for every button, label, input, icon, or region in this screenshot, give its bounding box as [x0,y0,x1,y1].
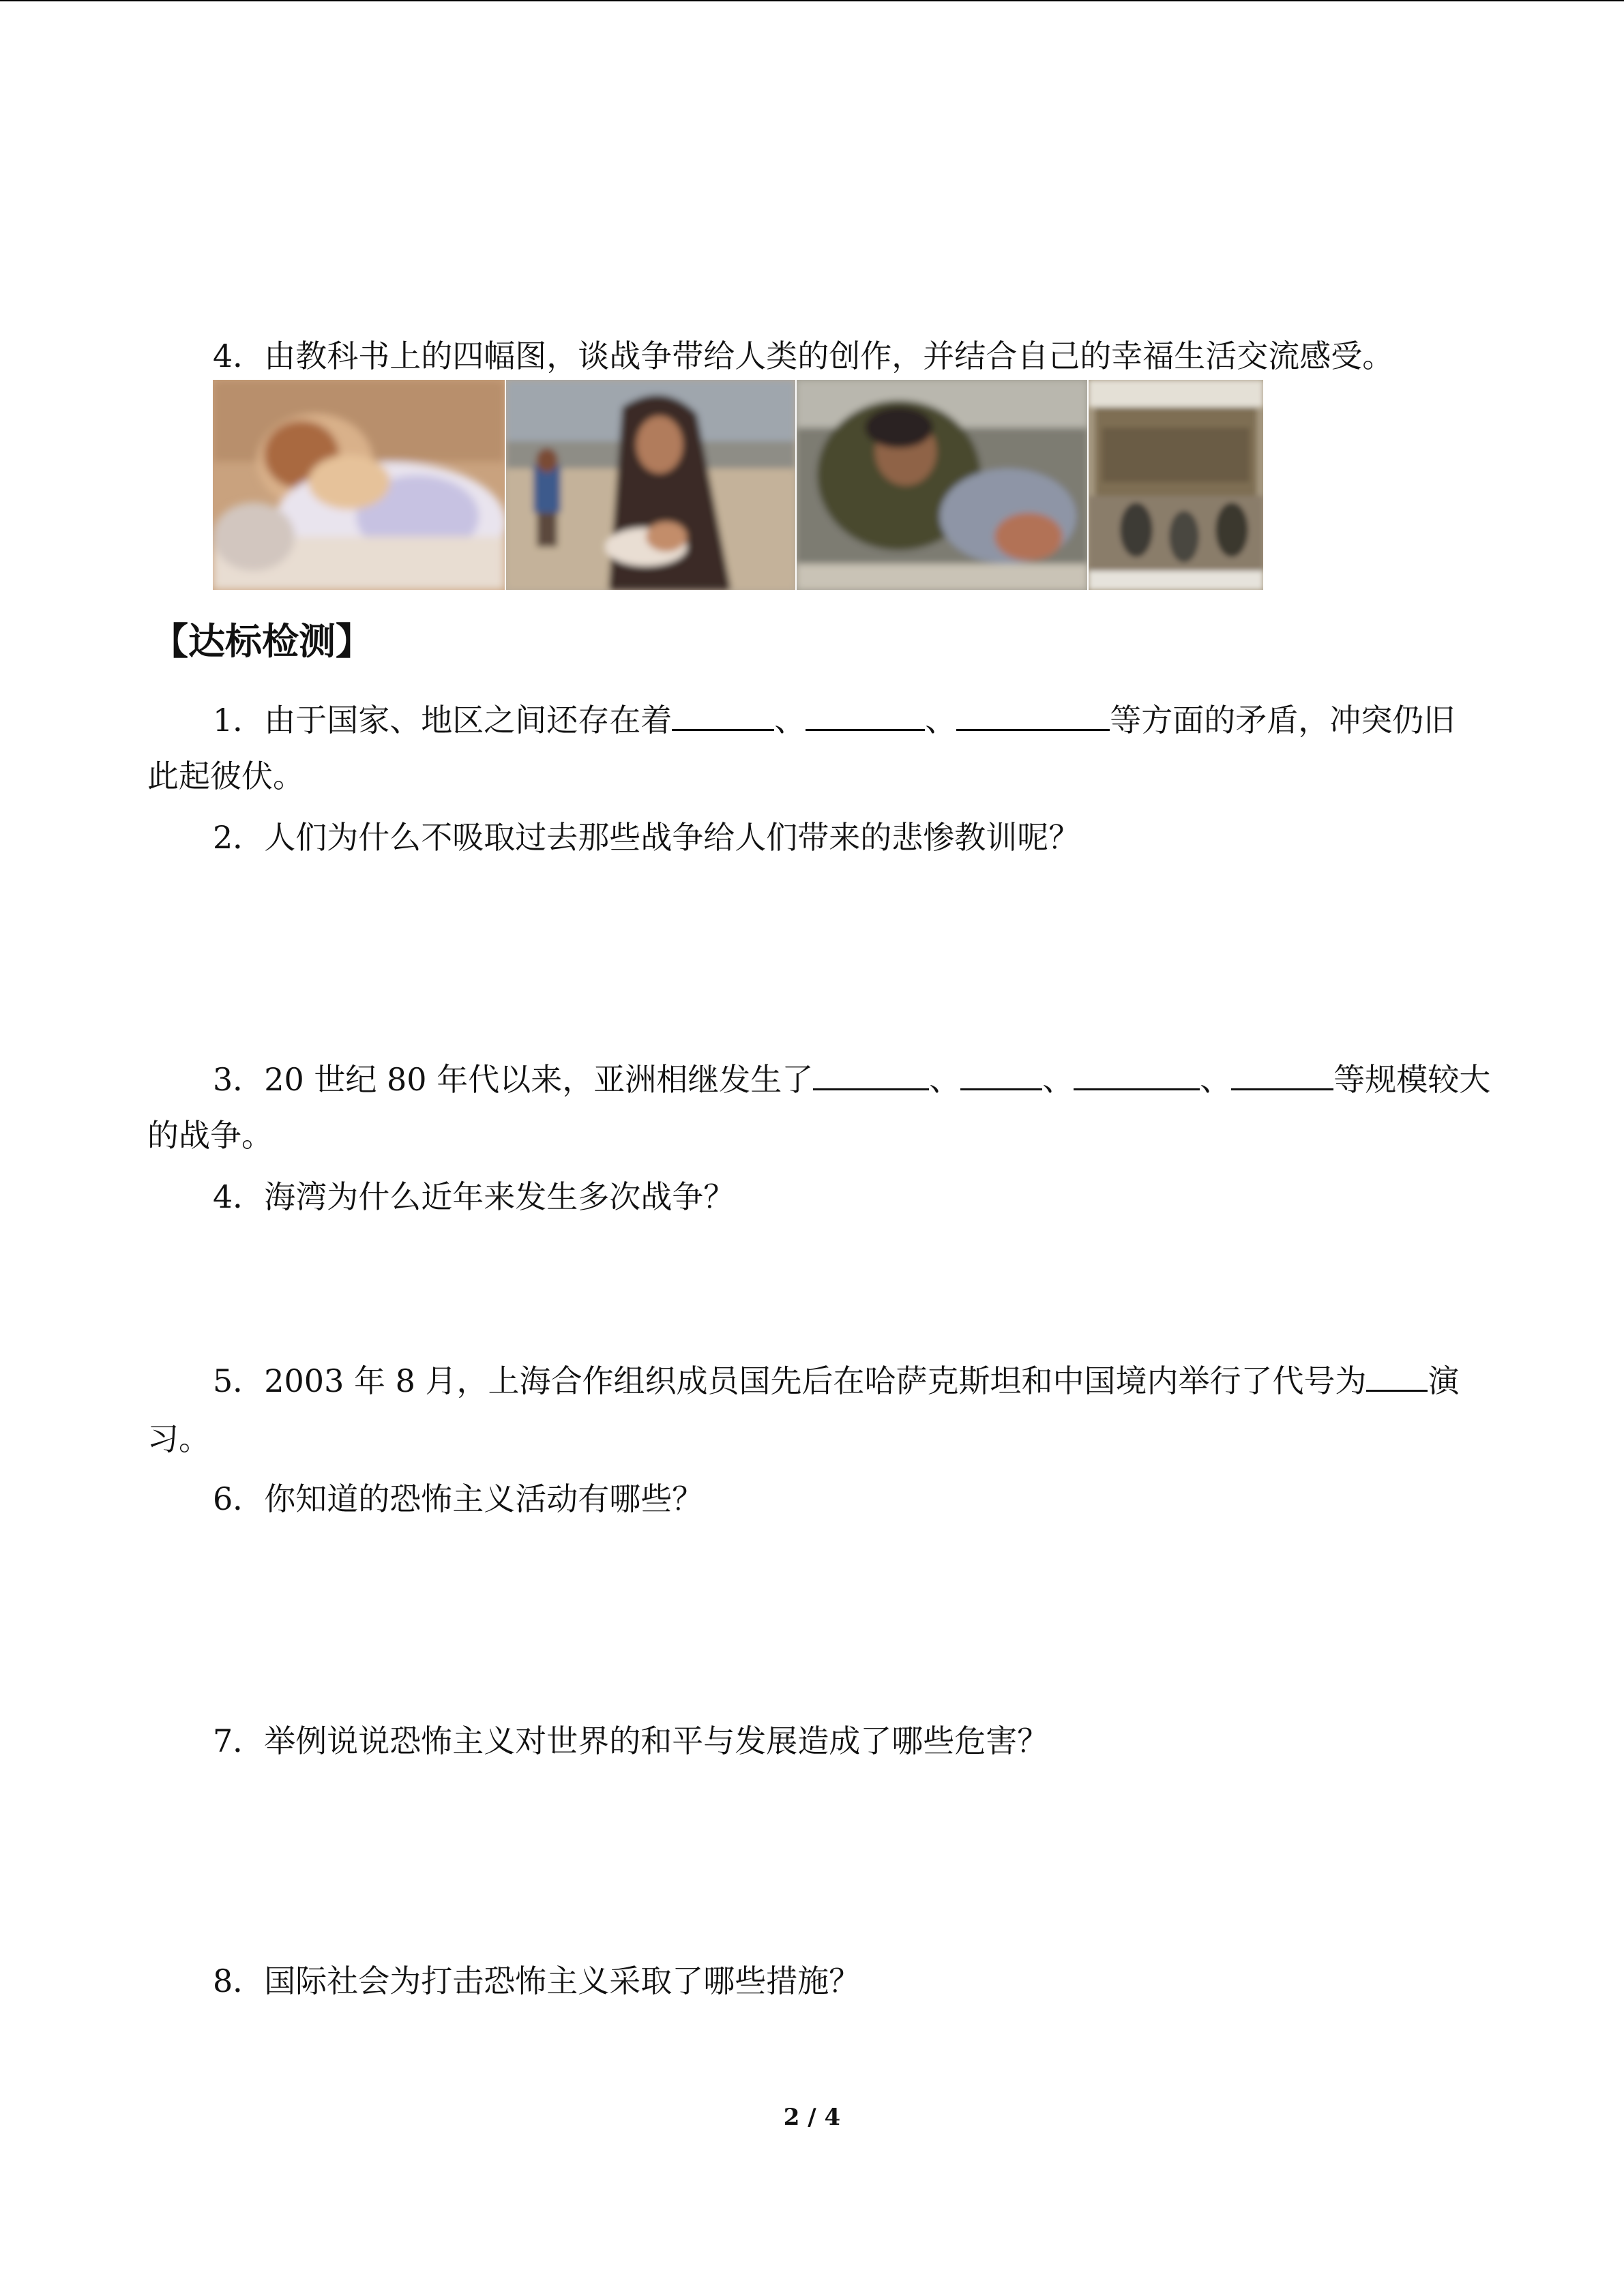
separator: 、 [774,702,806,739]
question-5-line-1 [213,1360,1459,1401]
section-heading: 【达标检测】 [151,619,372,663]
question-7: 7．举例说说恐怖主义对世界的和平与发展造成了哪些危害？ [213,1723,1049,1759]
separator: 、 [925,702,957,739]
photo-grieving-man [797,380,1087,590]
separator: 、 [1042,1061,1074,1098]
question-3-text-a: 3．20 世纪 80 年代以来，亚洲相继发生了 [213,1061,814,1098]
question-3-blank-1 [813,1058,929,1090]
question-1-line-2: 此起彼伏。 [147,758,304,794]
question-5-line-2: 习。 [147,1420,210,1457]
question-8: 8．国际社会为打击恐怖主义采取了哪些措施？ [213,1963,861,1999]
photo-injured-girl [213,380,505,590]
question-5-text-a: 5．2003 年 8 月，上海合作组织成员国先后在哈萨克斯坦和中国境内举行了代号为 [213,1362,1367,1399]
war-photo-strip [213,380,1263,590]
question-1-blank-2 [806,699,925,731]
question-6: 6．你知道的恐怖主义活动有哪些？ [213,1480,704,1517]
photo-war-crowd [1089,380,1263,590]
question-3-blank-2 [960,1058,1042,1090]
photo-mother-and-child [506,380,795,590]
question-1-blank-1 [672,699,774,731]
question-5-text-b: 演 [1428,1362,1460,1399]
separator: 、 [929,1061,961,1098]
question-4-intro: 4．由教科书上的四幅图，谈战争带给人类的创作，并结合自己的幸福生活交流感受。 [213,338,1394,374]
question-1-text-a: 1．由于国家、地区之间还存在着 [213,702,673,739]
question-2: 2．人们为什么不吸取过去那些战争给人们带来的悲惨教训呢？ [213,819,1080,856]
question-1-blank-3 [956,699,1110,731]
question-1-text-b: 等方面的矛盾，冲突仍旧 [1110,702,1456,739]
question-3-blank-3 [1074,1058,1200,1090]
question-1-line-1 [213,699,1455,741]
separator: 、 [1200,1061,1232,1098]
question-5-blank [1366,1360,1428,1392]
page-top-border [0,0,1624,1]
page-number: 2 / 4 [783,2104,841,2131]
question-3-line-1 [213,1058,1490,1100]
question-4: 4．海湾为什么近年来发生多次战争？ [213,1178,735,1215]
question-3-blank-4 [1231,1058,1333,1090]
question-3-line-2: 的战争。 [147,1117,273,1154]
question-3-text-b: 等规模较大 [1333,1061,1491,1098]
